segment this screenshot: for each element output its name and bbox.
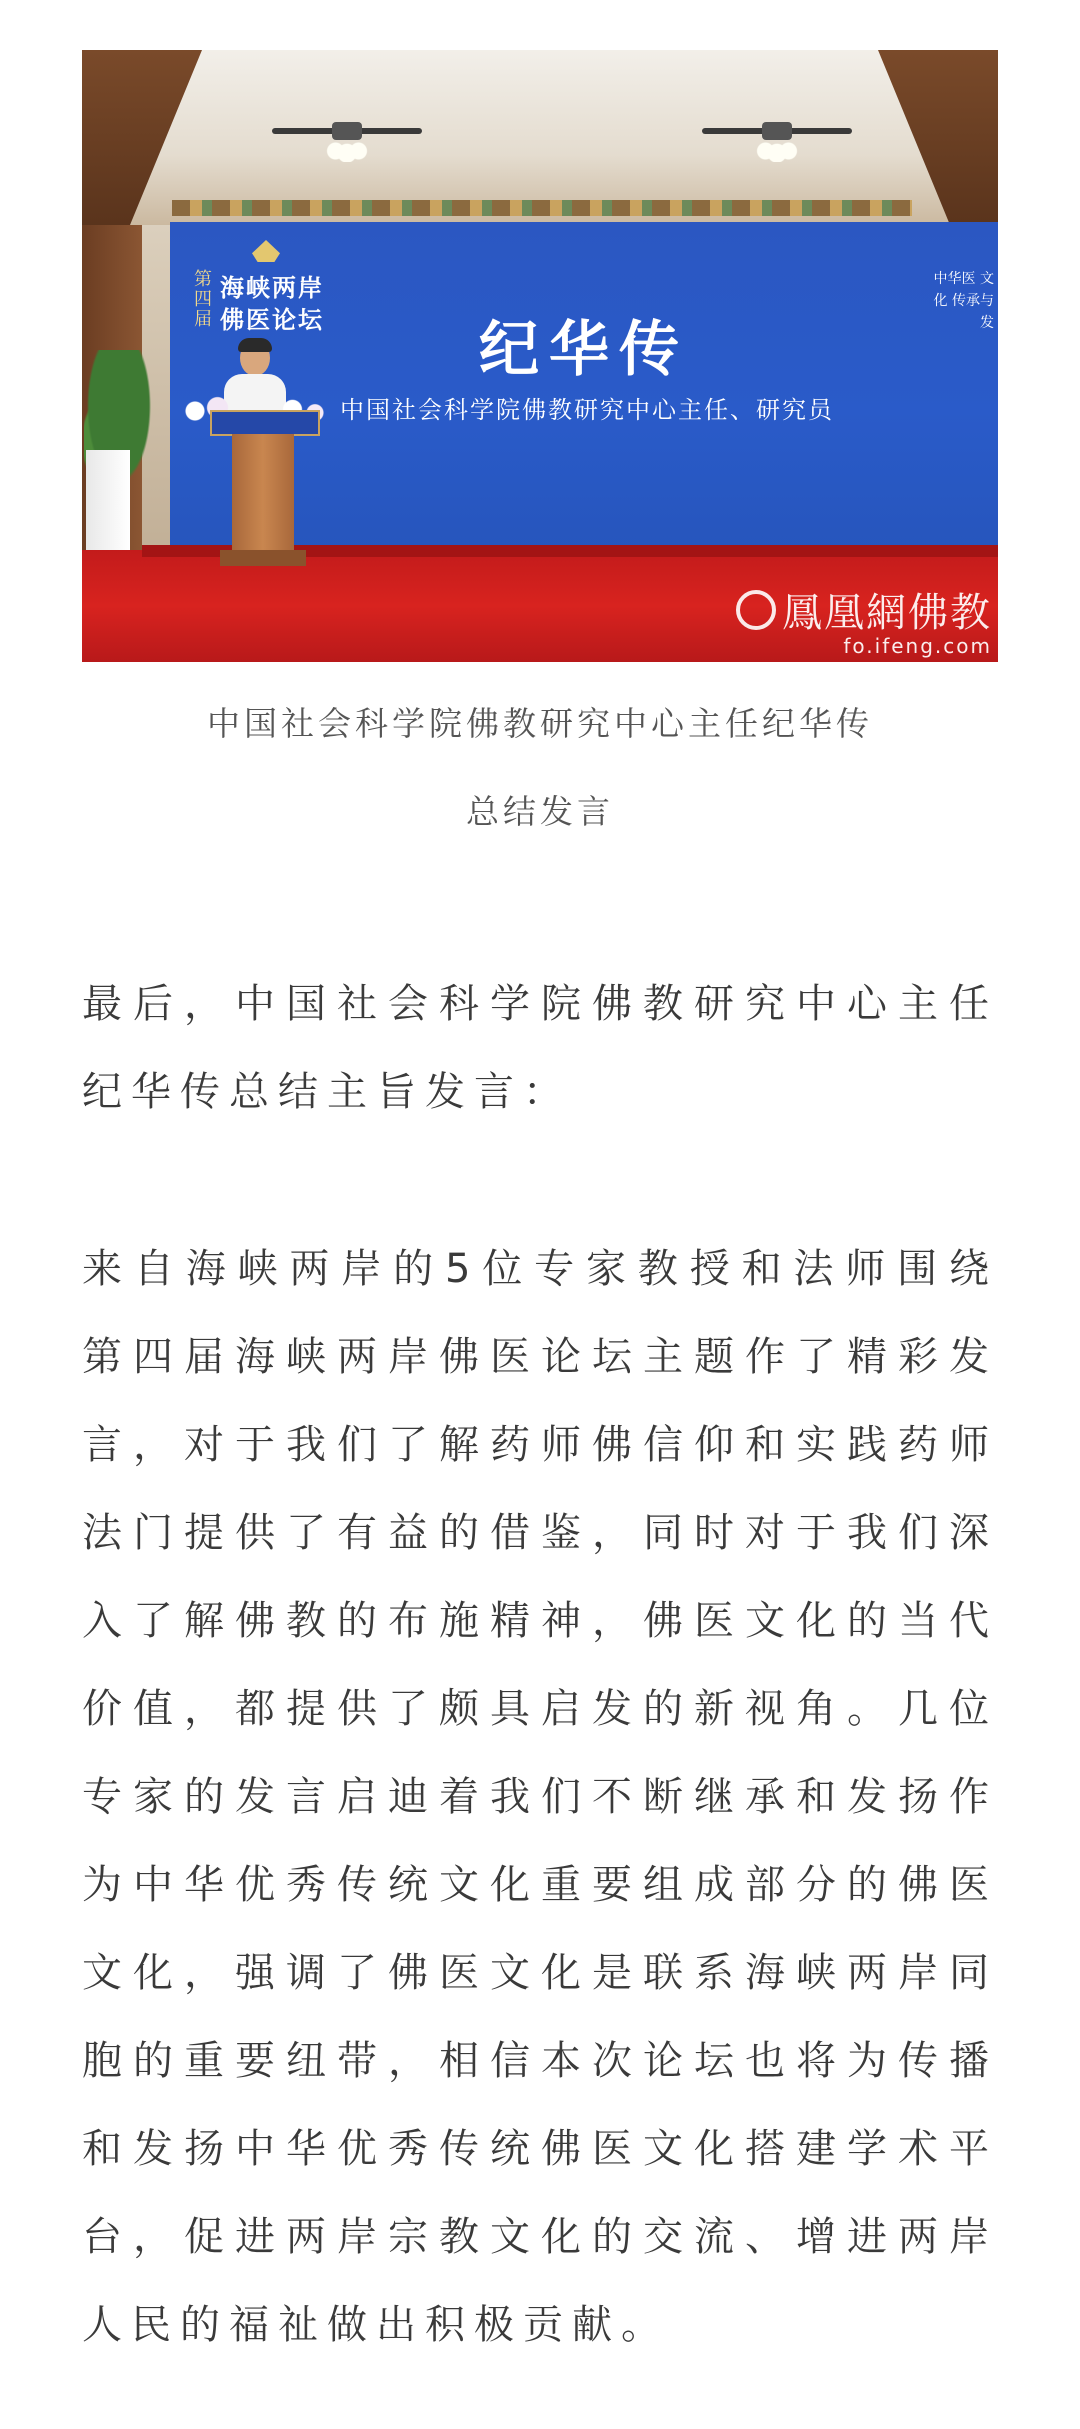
lectern [210,410,316,570]
caption-line-2: 总结发言 [466,792,614,831]
ceiling [82,50,998,225]
ceiling-trim [172,200,912,216]
backdrop-speaker-title: 中国社会科学院佛教研究中心主任、研究员 [340,396,834,424]
watermark-name: 鳳凰網佛教 [782,590,992,636]
flower-pot [86,450,130,560]
paragraph-intro: 最后，中国社会科学院佛教研究中心主任纪华传总结主旨发言： [82,981,998,1115]
speaker-photo [82,50,998,662]
paragraph-summary: 来自海峡两岸的5位专家教授和法师围绕第四届海峡两岸佛医论坛主题作了精彩发言，对于我们了解药师佛信仰和实践药师法门提供了有益的借鉴，同时对于我们深入了解佛教的布施精神，佛医文化的当代价值，都提供了颇具启发的新视角。几位专家的发言启迪着我们不断继承和发扬作为中华优秀传统文化重要组成部分的佛医文化，强调了佛医文化是联系海峡两岸同胞的重要纽带，相信本次论坛也将为传播和发扬中华优秀传统佛医文化搭建学术平台，促进两岸宗教文化的交流、增进两岸人民的福祉做出积极贡献。 [82,1246,998,2348]
forum-logo-name: 海峡两岸 佛医论坛 [220,273,324,334]
watermark-url: fo.ifeng.com [843,634,992,658]
forum-logo-edition: 第四届 [194,269,212,330]
caption-line-1: 中国社会科学院佛教研究中心主任纪华传 [207,704,873,743]
ifeng-logo-icon [736,590,776,630]
photo-caption [82,680,998,856]
ceiling-fan-icon [272,120,422,146]
backdrop-speaker-name: 纪华传 [479,315,689,385]
lotus-crest-icon [252,240,280,262]
ceiling-fan-icon [702,120,852,146]
backdrop-right-text: 中华医 文化 传承与发 [933,271,994,331]
watermark [736,581,992,658]
